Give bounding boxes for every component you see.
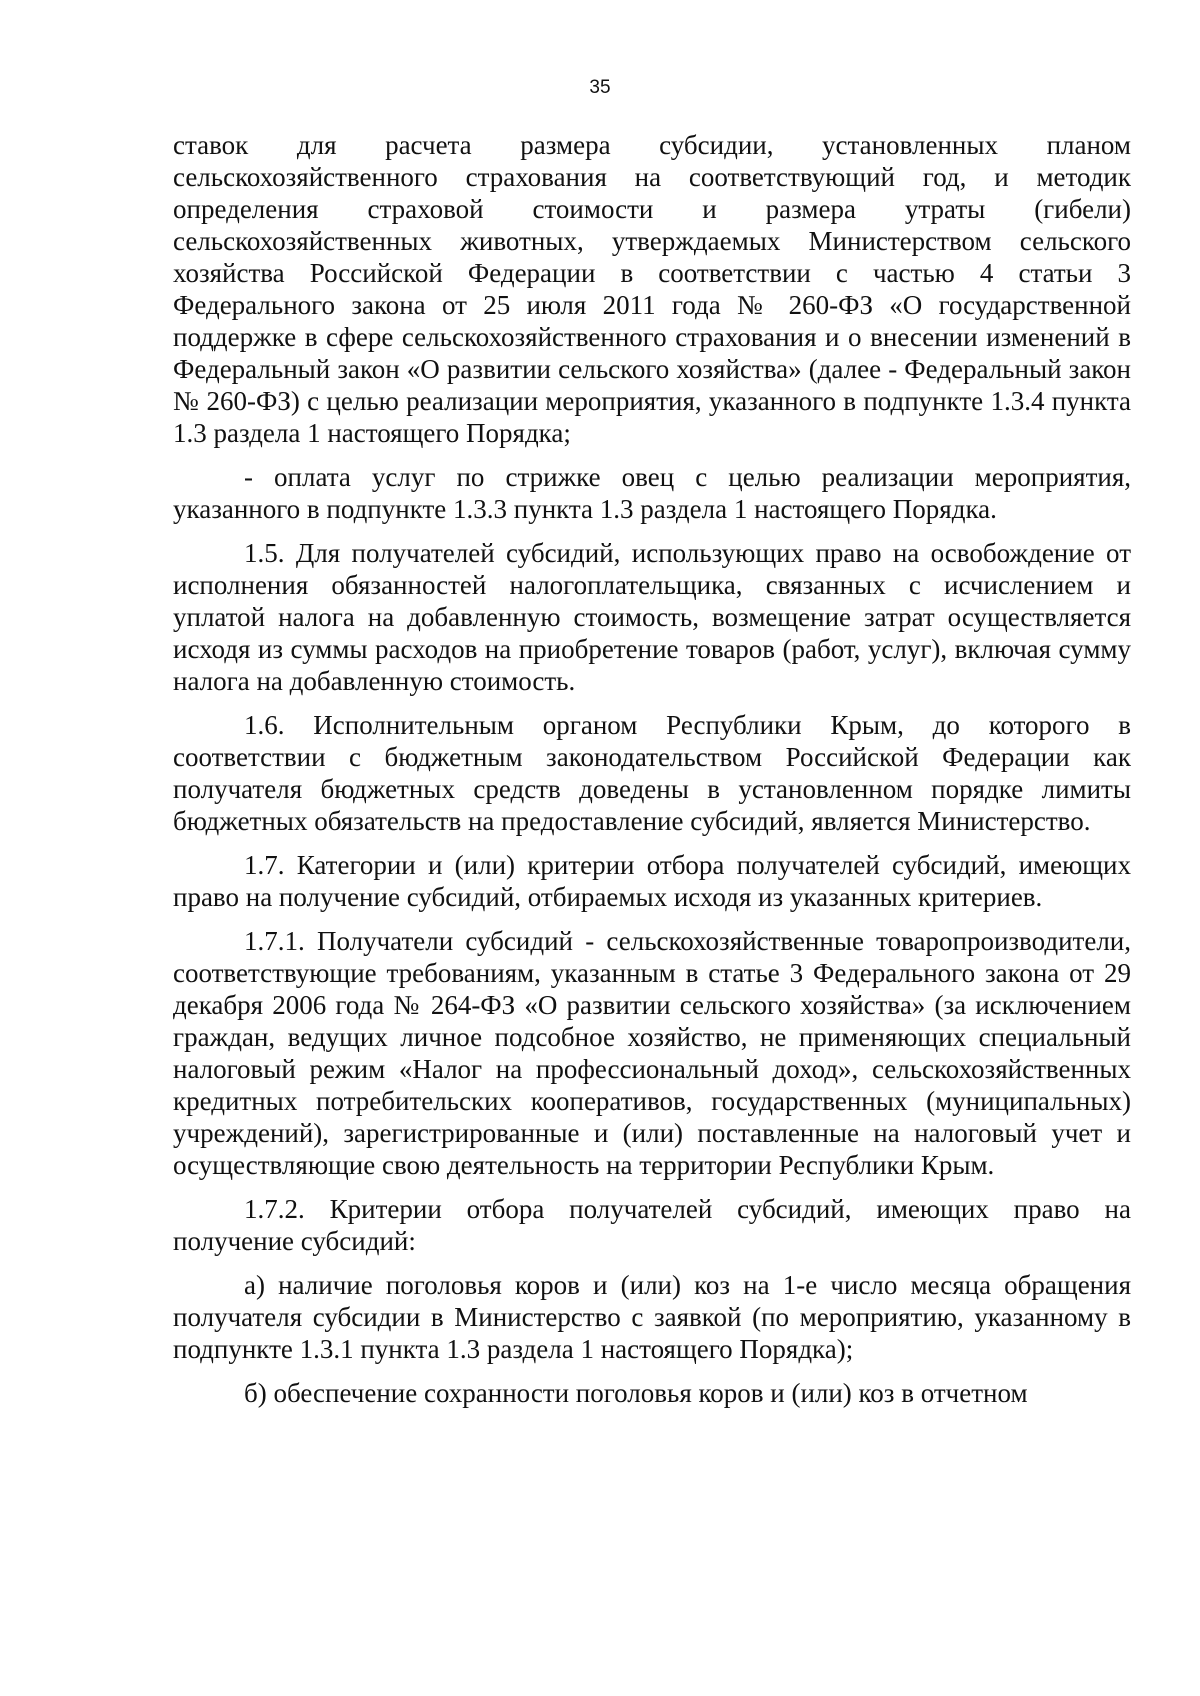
paragraph-sheep-shearing: - оплата услуг по стрижке овец с целью реализации мероприятия, указанного в подпункте 1.3.3 пункта 1.3 раздела 1 настоящего Порядка. (173, 462, 1131, 524)
paragraph-1-7-1: 1.7.1. Получатели субсидий - сельскохозяйственные товаропроизводители, соответствующие требованиям, указанным в статье 3 Федерального закона от 29 декабря 2006 года № 264-ФЗ «О развитии сельского хозяйства» (за исключением граждан, ведущих личное подсобное хозяйство, не применяющих специальный налоговый режим «Налог на профессиональный доход», сельскохозяйственных кредитных потребительских кооперативов, государственных (муниципальных) учреждений), зарегистрированные и (или) поставленные на налоговый учет и осуществляющие свою деятельность на территории Республики Крым. (173, 926, 1131, 1180)
paragraph-1-6: 1.6. Исполнительным органом Республики Крым, до которого в соответствии с бюджетным законодательством Российской Федерации как получателя бюджетных средств доведены в установленном порядке лимиты бюджетных обязательств на предоставление субсидий, является Министерство. (173, 710, 1131, 836)
paragraph-1-5: 1.5. Для получателей субсидий, использующих право на освобождение от исполнения обязанностей налогоплательщика, связанных с исчислением и уплатой налога на добавленную стоимость, возмещение затрат осуществляется исходя из суммы расходов на приобретение товаров (работ, услуг), включая сумму налога на добавленную стоимость. (173, 538, 1131, 696)
page-number: 35 (589, 77, 611, 98)
paragraph-continuation: ставок для расчета размера субсидии, установленных планом сельскохозяйственного страхования на соответствующий год, и методик определения страховой стоимости и размера утраты (гибели) сельскохозяйственных животных, утверждаемых Министерством сельского хозяйства Российской Федерации в соответствии с частью 4 статьи 3 Федерального закона от 25 июля 2011 года № 260-ФЗ «О государственной поддержке в сфере сельскохозяйственного страхования и о внесении изменений в Федеральный закон «О развитии сельского хозяйства» (далее - Федеральный закон № 260-ФЗ) с целью реализации мероприятия, указанного в подпункте 1.3.4 пункта 1.3 раздела 1 настоящего Порядка; (173, 130, 1131, 448)
document-body (173, 129, 1131, 1409)
paragraph-criterion-b: б) обеспечение сохранности поголовья коров и (или) коз в отчетном (244, 1378, 1028, 1408)
paragraph-criterion-a: а) наличие поголовья коров и (или) коз на 1-е число месяца обращения получателя субсидии в Министерство с заявкой (по мероприятию, указанному в подпункте 1.3.1 пункта 1.3 раздела 1 настоящего Порядка); (173, 1270, 1131, 1364)
paragraph-1-7-2: 1.7.2. Критерии отбора получателей субсидий, имеющих право на получение субсидий: (173, 1194, 1131, 1256)
paragraph-1-7: 1.7. Категории и (или) критерии отбора получателей субсидий, имеющих право на получение субсидий, отбираемых исходя из указанных критериев. (173, 850, 1131, 912)
